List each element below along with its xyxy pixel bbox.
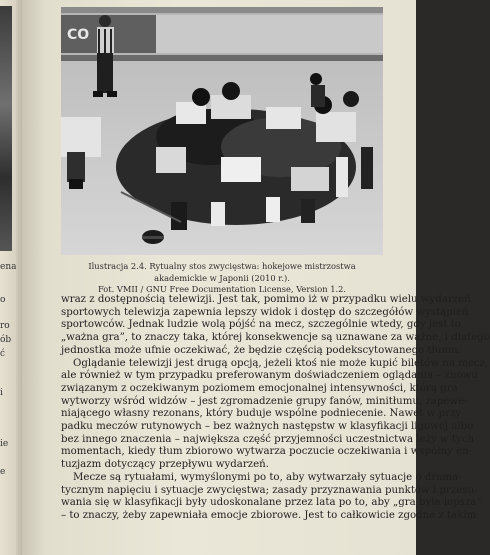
text-line: sportowców. Jednak ludzie wolą pójść na mecz, szczególnie wtedy, gdy jest to: [61, 319, 461, 331]
text-line: Mecze są rytuałami, wymyślonymi po to, aby wytwarzały sytuacje o drama-: [73, 471, 462, 483]
text-line: Oglądanie telewizji jest drugą opcją, jeżeli ktoś nie może kupić biletów na mecz,: [73, 357, 489, 369]
left-margin-fragment: ie: [0, 439, 9, 449]
text-line: wania się w klasyfikacji były udoskonalane przez lata po to, aby „gra była lepsza”: [61, 497, 482, 509]
text-line: niającego własny rezonans, który buduje wspólne podniecenie. Nawet w przy-: [61, 408, 465, 420]
text-line: jednostka może ufnie oczekiwać, że będzie częścią podekscytowanego tłumu.: [61, 344, 461, 356]
text-line: tuzjazm dotyczący przepływu wydarzeń.: [61, 459, 269, 471]
text-line: tycznym napięciu i sytuacje zwycięstwa; zasady przyznawania punktów i przesu-: [61, 484, 478, 496]
left-page-photo-fragment: [0, 6, 12, 251]
book-page: [22, 0, 490, 555]
left-margin-fragment: i: [0, 388, 3, 398]
text-line: momentach, kiedy tłum zbiorowo wytwarza poczucie oczekiwania i wspólny en-: [61, 446, 473, 458]
left-margin-fragment: ć: [0, 349, 6, 359]
text-line: „ważna gra”, to znaczy taka, której konsekwencje są uznawane za ważne, i dlatego: [61, 332, 490, 344]
left-margin-fragment: ób: [0, 335, 12, 345]
text-line: sportowych telewizja zapewnia lepszy widok i dostęp do szczegółów wystąpień: [61, 306, 469, 318]
board-lettering: CO: [67, 27, 90, 43]
left-margin-fragment: e: [0, 467, 6, 477]
helmet-on-ice: [142, 230, 164, 244]
left-margin-fragment: ena: [0, 262, 17, 272]
text-line: związanym z oczekiwanym poziomem emocjonalnej intensywności, którą gra: [61, 382, 458, 394]
left-margin-fragment: o: [0, 295, 6, 305]
figure-caption: [61, 261, 383, 296]
text-line: – to znaczy, żeby zapewniała emocje zbiorowe. Jest to całkowicie zgodne z takim: [61, 509, 477, 521]
text-line: bez innego znaczenia – największa część przyjemności uczestnictwa leży w tych: [61, 433, 475, 445]
text-line: wytworzy wśród widzów – jest zgromadzenie grupy fanów, minitłumu, zapewe-: [61, 395, 468, 407]
caption-line-2: Fot. VMII / GNU Free Documentation License, Version 1.2.: [97, 284, 347, 294]
body-text: [61, 294, 490, 523]
text-line: ale również w tym przypadku preferowanym doświadczeniem oglądania – znowu: [61, 370, 479, 382]
caption-line-1: Ilustracja 2.4. Rytualny stos zwycięstwa: hokejowe mistrzostwa akademickie w Japonii (2010 r.).: [88, 261, 356, 283]
text-line: padku meczów rutynowych – bez ważnych następstw w klasyfikacji ligowej albo: [61, 421, 474, 433]
photo-illustration: [61, 7, 383, 255]
hockey-celebration-photo: [61, 7, 383, 255]
left-margin-fragment: ro: [0, 321, 10, 331]
text-line: wraz z dostępnością telewizji. Jest tak, pomimo iż w przypadku wielu wydarzeń: [61, 294, 471, 305]
